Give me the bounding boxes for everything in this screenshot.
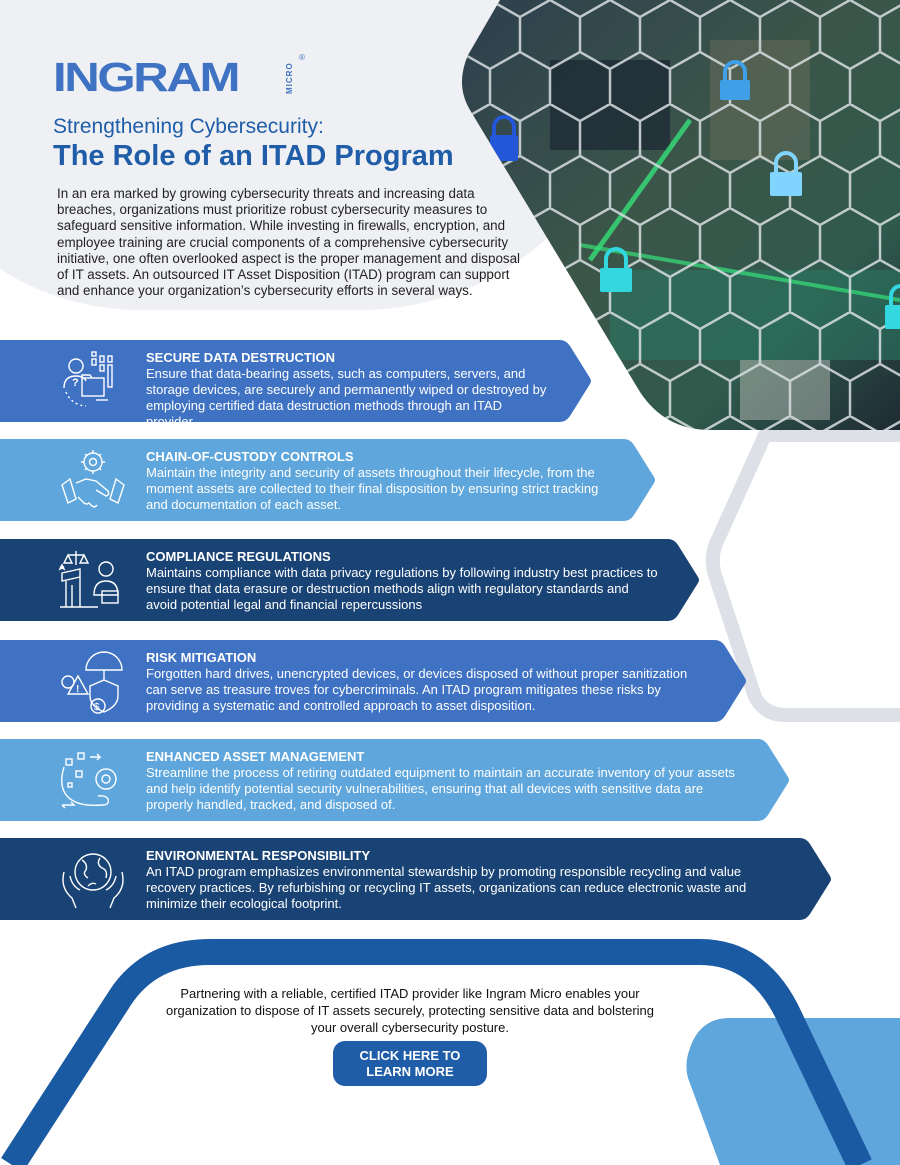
section-body: Streamline the process of retiring outdated equipment to maintain an accurate inventory of your assets and help identify potential security vulnerabilities, ensuring that all devices with sensitive data are properly handled, tracked, and disposed of. xyxy=(146,765,735,812)
svg-text:?: ? xyxy=(72,377,79,389)
risk-umbrella-shield-icon xyxy=(58,648,128,714)
section-environmental-responsibility xyxy=(0,838,832,920)
svg-text:!: ! xyxy=(76,684,80,695)
section-heading: CHAIN-OF-CUSTODY CONTROLS xyxy=(146,449,354,464)
section-body: An ITAD program emphasizes environmental stewardship by promoting responsible recycling and value recovery practices. By refurbishing or recycling IT assets, organizations can reduce electronic waste and minimize their ecological footprint. xyxy=(146,864,747,911)
data-destruction-icon xyxy=(58,348,128,414)
section-body: Maintains compliance with data privacy regulations by following industry best practices to ensure that data erasure or destruction methods align with regulatory standards and avoid potential legal and financial repercussions xyxy=(146,565,658,612)
section-body: Forgotten hard drives, unencrypted devices, or devices disposed of without proper sanitization can serve as treasure troves for cybercriminals. An ITAD program mitigates these risks by providing a systematic and controlled approach to asset disposition. xyxy=(146,666,688,713)
page-subtitle: Strengthening Cybersecurity: xyxy=(53,115,324,138)
section-heading: SECURE DATA DESTRUCTION xyxy=(146,350,335,365)
ingram-micro-logo[interactable]: INGRAM MICRO ® xyxy=(53,53,305,100)
handshake-gear-icon xyxy=(58,447,128,513)
page-title: The Role of an ITAD Program xyxy=(53,140,454,172)
section-secure-data-destruction xyxy=(0,340,592,429)
section-body: Ensure that data-bearing assets, such as computers, servers, and storage devices, are securely and permanently wiped or destroyed by employing certified data destruction methods through an ITAD provider. xyxy=(146,366,547,429)
compliance-scales-icon xyxy=(58,547,128,613)
section-heading: COMPLIANCE REGULATIONS xyxy=(146,549,331,564)
svg-text:$: $ xyxy=(94,702,100,713)
intro-paragraph: In an era marked by growing cybersecurity threats and increasing data breaches, organizations must prioritize robust cybersecurity measures to safeguard sensitive information. While investing in firewalls, encryption, and employee training are crucial components of a comprehensive cybersecurity initiative, one often overlooked aspect is the proper management and disposal of IT assets. An outsourced IT Asset Disposition (ITAD) program can support and enhance your organization’s cybersecurity efforts in several ways. xyxy=(57,186,521,299)
cta-line-1: CLICK HERE TO xyxy=(359,1047,461,1063)
section-heading: ENVIRONMENTAL RESPONSIBILITY xyxy=(146,848,371,863)
section-body: Maintain the integrity and security of assets throughout their lifecycle, from the moment assets are collected to their final disposition by ensuring strict tracking and documentation of each asset. xyxy=(146,465,599,512)
section-heading: RISK MITIGATION xyxy=(146,650,257,665)
cta-line-2: LEARN MORE xyxy=(366,1063,454,1079)
asset-management-hand-gear-icon xyxy=(58,747,128,813)
section-enhanced-asset-management xyxy=(0,739,790,821)
section-heading: ENHANCED ASSET MANAGEMENT xyxy=(146,749,365,764)
section-compliance-regulations xyxy=(0,539,700,621)
globe-hands-icon xyxy=(58,846,128,912)
learn-more-button[interactable] xyxy=(333,1041,487,1086)
section-chain-of-custody xyxy=(0,439,656,521)
closing-paragraph: Partnering with a reliable, certified ITAD provider like Ingram Micro enables your organization to dispose of IT assets securely, protecting sensitive data and bolstering your overall cybersecurity posture. xyxy=(165,986,655,1035)
section-risk-mitigation xyxy=(0,640,747,722)
